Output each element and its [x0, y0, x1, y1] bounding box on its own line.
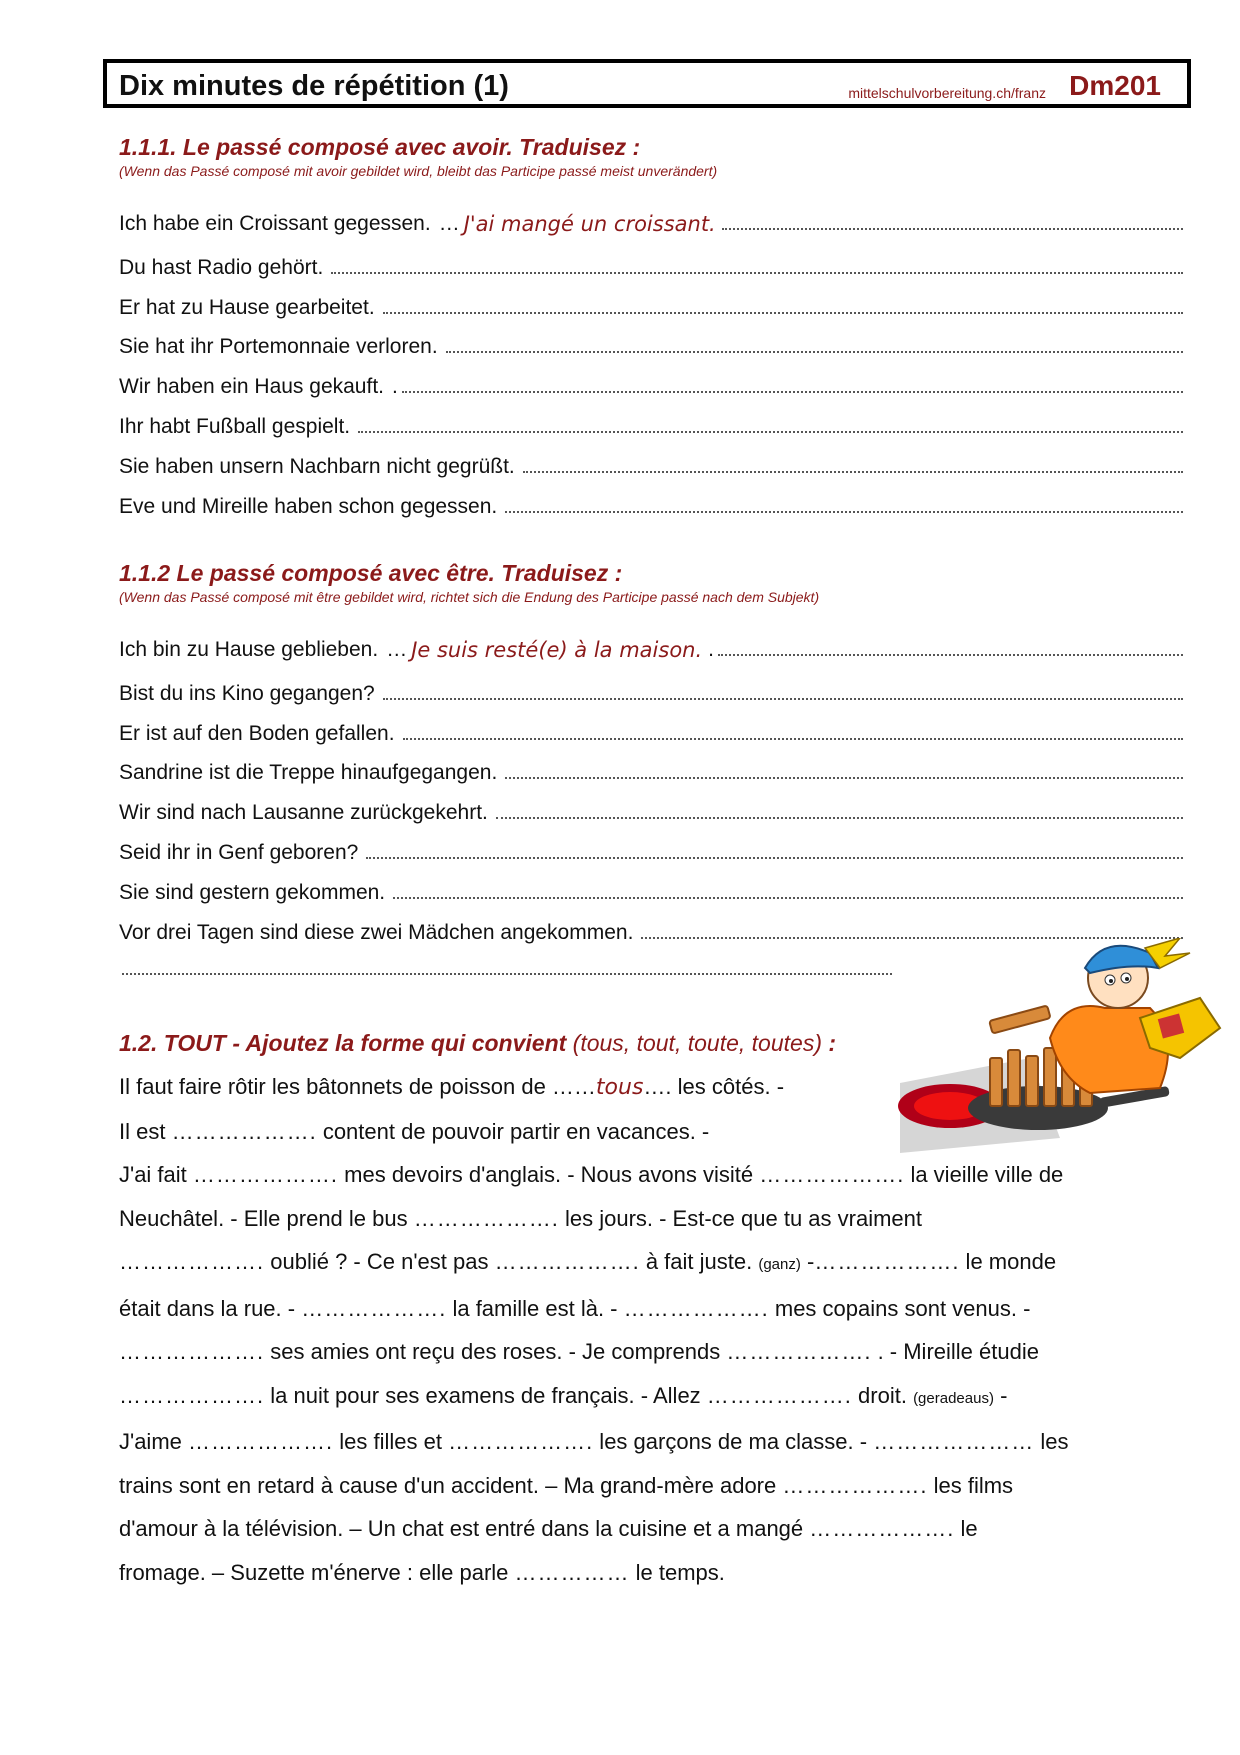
- exercise-line[interactable]: [119, 835, 1183, 865]
- exercise-line[interactable]: [119, 409, 1183, 439]
- text-line: Il est ………………. content de pouvoir partir en vacances. -: [119, 1118, 710, 1144]
- text-line: ………………. ses amies ont reçu des roses. - Je comprends ………………. . - Mireille étudie: [119, 1339, 1039, 1364]
- tout-exercise-text: [119, 1065, 1068, 1594]
- answer-dotted-line[interactable]: [393, 897, 1183, 899]
- section3-title: [119, 1030, 836, 1057]
- dots-suffix: .: [708, 638, 715, 661]
- dots-prefix: …: [386, 638, 408, 661]
- german-sentence: Sie sind gestern gekommen.: [119, 881, 386, 904]
- german-sentence: Wir sind nach Lausanne zurückgekehrt.: [119, 801, 488, 824]
- german-sentence: Sie hat ihr Portemonnaie verloren.: [119, 335, 438, 358]
- exercise-line[interactable]: [119, 369, 1183, 399]
- answer-blank[interactable]: ……………….: [809, 1516, 955, 1541]
- answer-dotted-line[interactable]: [383, 312, 1183, 314]
- section1-title: 1.1.1. Le passé composé avec avoir. Traduisez :: [119, 134, 641, 160]
- section1-subtitle: (Wenn das Passé composé mit avoir gebildet wird, bleibt das Participe passé meist unverändert): [119, 163, 718, 179]
- answer-blank[interactable]: ……………….: [119, 1339, 265, 1364]
- hint-geradeaus: (geradeaus): [913, 1389, 994, 1407]
- answer-dotted-line[interactable]: [122, 973, 892, 975]
- exercise-line[interactable]: [119, 489, 1183, 519]
- answer-blank[interactable]: ……………….: [726, 1339, 872, 1364]
- answer-dotted-line[interactable]: [505, 777, 1183, 779]
- german-sentence: Ich habe ein Croissant gegessen.: [119, 212, 431, 235]
- worksheet-title: Dix minutes de répétition (1): [119, 70, 509, 102]
- answer-blank[interactable]: ……………….: [782, 1472, 928, 1498]
- exercise-line[interactable]: [119, 250, 1183, 280]
- text-line: fromage. – Suzette m'énerve : elle parle …………… le temps.: [119, 1559, 725, 1585]
- text-line: était dans la rue. - ………………. la famille est là. - ………………. mes copains sont venus. -: [119, 1295, 1031, 1321]
- exercise-line[interactable]: [119, 716, 1183, 746]
- header-box: [103, 59, 1191, 108]
- answer-dotted-line[interactable]: [331, 272, 1183, 274]
- answer-dotted-line[interactable]: [366, 857, 1183, 859]
- text-line: ………………. la nuit pour ses examens de français. - Allez ………………. droit. (geradeaus) -: [119, 1382, 1008, 1408]
- answer-blank[interactable]: ……………….: [814, 1249, 960, 1274]
- section3-title-bold: 1.2. TOUT - Ajoutez la forme qui convient: [119, 1030, 567, 1056]
- german-sentence: Ihr habt Fußball gespielt.: [119, 415, 351, 438]
- german-sentence: Eve und Mireille haben schon gegessen.: [119, 495, 498, 518]
- answer-dotted-line[interactable]: [496, 817, 1183, 819]
- answer-blank[interactable]: ……………….: [413, 1205, 559, 1231]
- german-sentence: Bist du ins Kino gegangen?: [119, 682, 375, 705]
- exercise-line[interactable]: [119, 449, 1183, 479]
- german-sentence: Wir haben ein Haus gekauft.: [119, 375, 384, 398]
- german-sentence: Du hast Radio gehört.: [119, 256, 324, 279]
- answer-blank[interactable]: ……………: [514, 1559, 630, 1585]
- answer-blank[interactable]: ……………….: [192, 1162, 339, 1187]
- german-sentence: Er ist auf den Boden gefallen.: [119, 722, 395, 745]
- text-line: d'amour à la télévision. – Un chat est entré dans la cuisine et a mangé ………………. le: [119, 1516, 978, 1541]
- german-sentence: Er hat zu Hause gearbeitet.: [119, 296, 375, 319]
- answer-blank[interactable]: ……………….: [188, 1429, 334, 1454]
- section3-title-options: (tous, tout, toute, toutes): [572, 1030, 822, 1056]
- answer-blank[interactable]: ……………….: [448, 1429, 594, 1454]
- answer-blank[interactable]: ……………….: [301, 1295, 447, 1321]
- example-answer: Je suis resté(e) à la maison.: [411, 638, 703, 662]
- answer-blank[interactable]: ……………….: [119, 1249, 265, 1274]
- german-sentence: Ich bin zu Hause geblieben.: [119, 638, 379, 661]
- answer-dotted-line[interactable]: [402, 391, 1183, 393]
- answer-blank[interactable]: ……………….: [623, 1295, 769, 1321]
- example-answer: tous: [595, 1075, 644, 1100]
- answer-dotted-line[interactable]: [446, 351, 1183, 353]
- exercise-line[interactable]: [119, 290, 1183, 320]
- exercise-line[interactable]: [119, 795, 1183, 825]
- held-fish-stick: [989, 1005, 1050, 1033]
- german-sentence: Seid ihr in Genf geboren?: [119, 841, 359, 864]
- answer-dotted-line[interactable]: [523, 471, 1183, 473]
- worksheet-code: Dm201: [1069, 70, 1161, 101]
- answer-dotted-line[interactable]: [403, 738, 1183, 740]
- exercise-line[interactable]: [119, 875, 1183, 905]
- answer-blank[interactable]: ……………….: [759, 1162, 905, 1187]
- text-line: trains sont en retard à cause d'un accident. – Ma grand-mère adore ………………. les films: [119, 1472, 1014, 1498]
- section3-title-colon: :: [828, 1030, 837, 1056]
- answer-blank[interactable]: …………………: [873, 1429, 1035, 1454]
- german-sentence: Vor drei Tagen sind diese zwei Mädchen angekommen.: [119, 921, 634, 944]
- exercise-line[interactable]: [119, 206, 1183, 236]
- answer-dotted-line[interactable]: [718, 654, 1183, 656]
- answer-blank[interactable]: ……………….: [706, 1382, 852, 1408]
- german-sentence: Sandrine ist die Treppe hinaufgegangen.: [119, 761, 498, 784]
- text-line: J'aime ………………. les filles et ………………. les garçons de ma classe. - ………………… les: [119, 1429, 1069, 1454]
- text-line: Neuchâtel. - Elle prend le bus ………………. les jours. - Est-ce que tu as vraiment: [119, 1205, 922, 1231]
- exercise-line[interactable]: [119, 676, 1183, 706]
- dots-prefix: …: [438, 212, 460, 235]
- answer-dotted-line[interactable]: [383, 698, 1183, 700]
- exercise-line[interactable]: [119, 329, 1183, 359]
- answer-dotted-line[interactable]: [505, 511, 1183, 513]
- section2-subtitle: (Wenn das Passé composé mit être gebildet wird, richtet sich die Endung des Participe passé nach dem Subjekt): [119, 589, 820, 605]
- answer-blank[interactable]: ……………….: [119, 1382, 265, 1408]
- exercise-line[interactable]: [119, 755, 1183, 785]
- hint-ganz: (ganz): [758, 1256, 801, 1273]
- answer-dotted-line[interactable]: [722, 228, 1183, 230]
- section2-title: 1.1.2 Le passé composé avec être. Traduisez :: [119, 560, 623, 586]
- text-line: Il faut faire rôtir les bâtonnets de poisson de ……tous…. les côtés. -: [119, 1074, 785, 1100]
- answer-blank[interactable]: ……………….: [494, 1249, 640, 1274]
- answer-dotted-line[interactable]: [358, 431, 1183, 433]
- dots-prefix: .: [391, 375, 398, 398]
- exercise-line[interactable]: [119, 632, 1183, 662]
- german-sentence: Sie haben unsern Nachbarn nicht gegrüßt.: [119, 455, 515, 478]
- example-answer: J'ai mangé un croissant.: [463, 212, 716, 236]
- text-line: ………………. oublié ? - Ce n'est pas ………………. à fait juste. (ganz) -………………. le monde: [119, 1249, 1057, 1274]
- text-line: J'ai fait ………………. mes devoirs d'anglais. - Nous avons visité ………………. la vieille ville de: [119, 1162, 1064, 1187]
- site-url: mittelschulvorbereitung.ch/franz: [848, 85, 1046, 101]
- answer-blank[interactable]: ……………….: [171, 1118, 317, 1144]
